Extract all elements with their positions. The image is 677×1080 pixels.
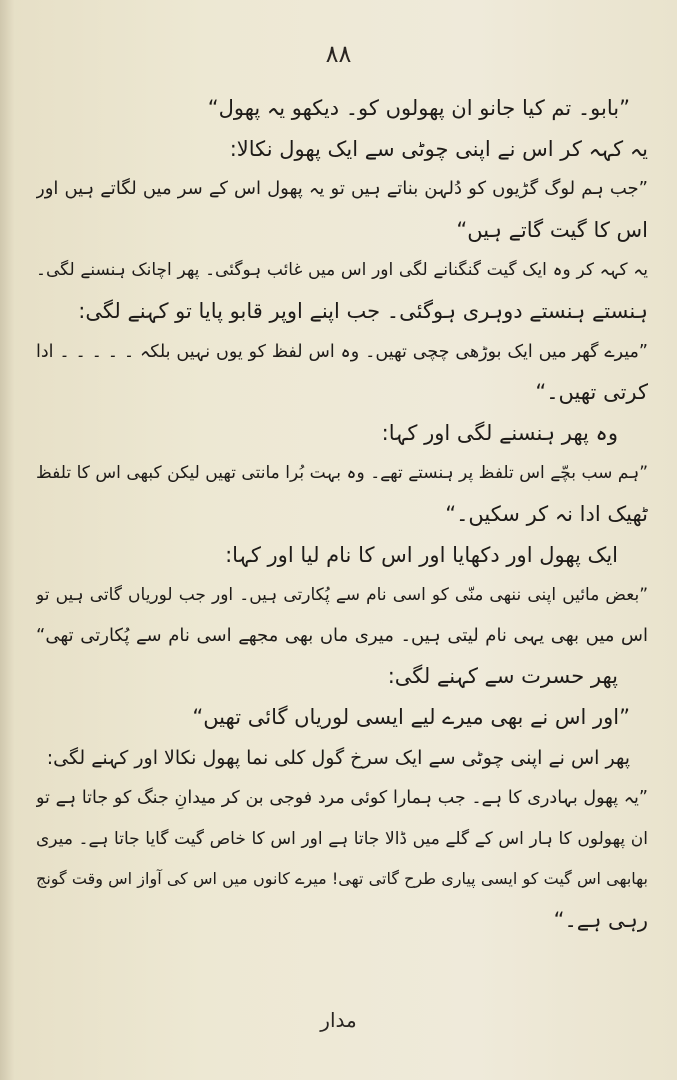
- text-line: ”میرے گھر میں ایک بوڑھی چچی تھیں۔ وہ اس لفظ کو یوں نہیں بلکہ ۔ ۔ ۔ ۔ ۔ ادا: [36, 341, 648, 362]
- text-line: رہی ہے۔“: [553, 907, 648, 932]
- text-line: ”ہم سب بچّے اس تلفظ پر ہنستے تھے۔ وہ بہت بُرا مانتی تھیں لیکن کبھی اس کا تلفظ: [36, 463, 648, 484]
- text-line: اس میں بھی یہی نام لیتی ہیں۔ میری ماں بھی مجھے اسی نام سے پُکارتی تھی“: [36, 624, 648, 646]
- page-text-body: [36, 88, 648, 940]
- text-line: وہ پھر ہنسنے لگی اور کہا:: [381, 420, 618, 445]
- page-binding-edge: [0, 0, 14, 1080]
- text-line: ان پھولوں کا ہار اس کے گلے میں ڈالا جاتا ہے اور اس کا خاص گیت گایا جاتا ہے۔ میری: [36, 828, 648, 849]
- text-line: ”جب ہم لوگ گڑیوں کو دُلہن بناتے ہیں تو یہ پھول اس کے سر میں لگاتے ہیں اور: [36, 178, 648, 200]
- text-line: ”اور اس نے بھی میرے لیے ایسی لوریاں گائی تھیں“: [192, 704, 630, 729]
- page-footer: مدار: [320, 1008, 357, 1032]
- text-line: پھر اس نے اپنی چوٹی سے ایک سرخ گول کلی نما پھول نکالا اور کہنے لگی:: [46, 746, 630, 769]
- text-line: اس کا گیت گاتے ہیں“: [456, 217, 648, 242]
- text-line: ”بعض مائیں اپنی ننھی منّی کو اسی نام سے پُکارتی ہیں۔ اور جب لوریاں گاتی ہیں تو: [36, 585, 648, 606]
- text-line: ”بابو۔ تم کیا جانو ان پھولوں کو۔ دیکھو یہ پھول“: [207, 96, 630, 120]
- text-line: یہ کہہ کر اس نے اپنی چوٹی سے ایک پھول نکالا:: [229, 136, 648, 161]
- text-line: کرتی تھیں۔“: [535, 380, 648, 405]
- text-line: ٹھیک ادا نہ کر سکیں۔“: [445, 501, 648, 526]
- text-line: پھر حسرت سے کہنے لگی:: [387, 664, 618, 689]
- text-line: ”یہ پھول بہادری کا ہے۔ جب ہمارا کوئی مرد فوجی بن کر میدانِ جنگ کو جاتا ہے تو: [36, 788, 648, 809]
- text-line: ہنستے ہنستے دوہری ہوگئی۔ جب اپنے اوپر قابو پایا تو کہنے لگی:: [78, 298, 648, 323]
- text-line: یہ کہہ کر وہ ایک گیت گنگنانے لگی اور اس میں غائب ہوگئی۔ پھر اچانک ہنسنے لگی۔: [36, 260, 648, 281]
- text-line: ایک پھول اور دکھایا اور اس کا نام لیا اور کہا:: [225, 542, 618, 567]
- text-line: بھابھی اس گیت کو ایسی پیاری طرح گاتی تھی! میرے کانوں میں اس کی آواز اس وقت گونج: [36, 869, 648, 889]
- page-number: ۸۸: [325, 40, 352, 68]
